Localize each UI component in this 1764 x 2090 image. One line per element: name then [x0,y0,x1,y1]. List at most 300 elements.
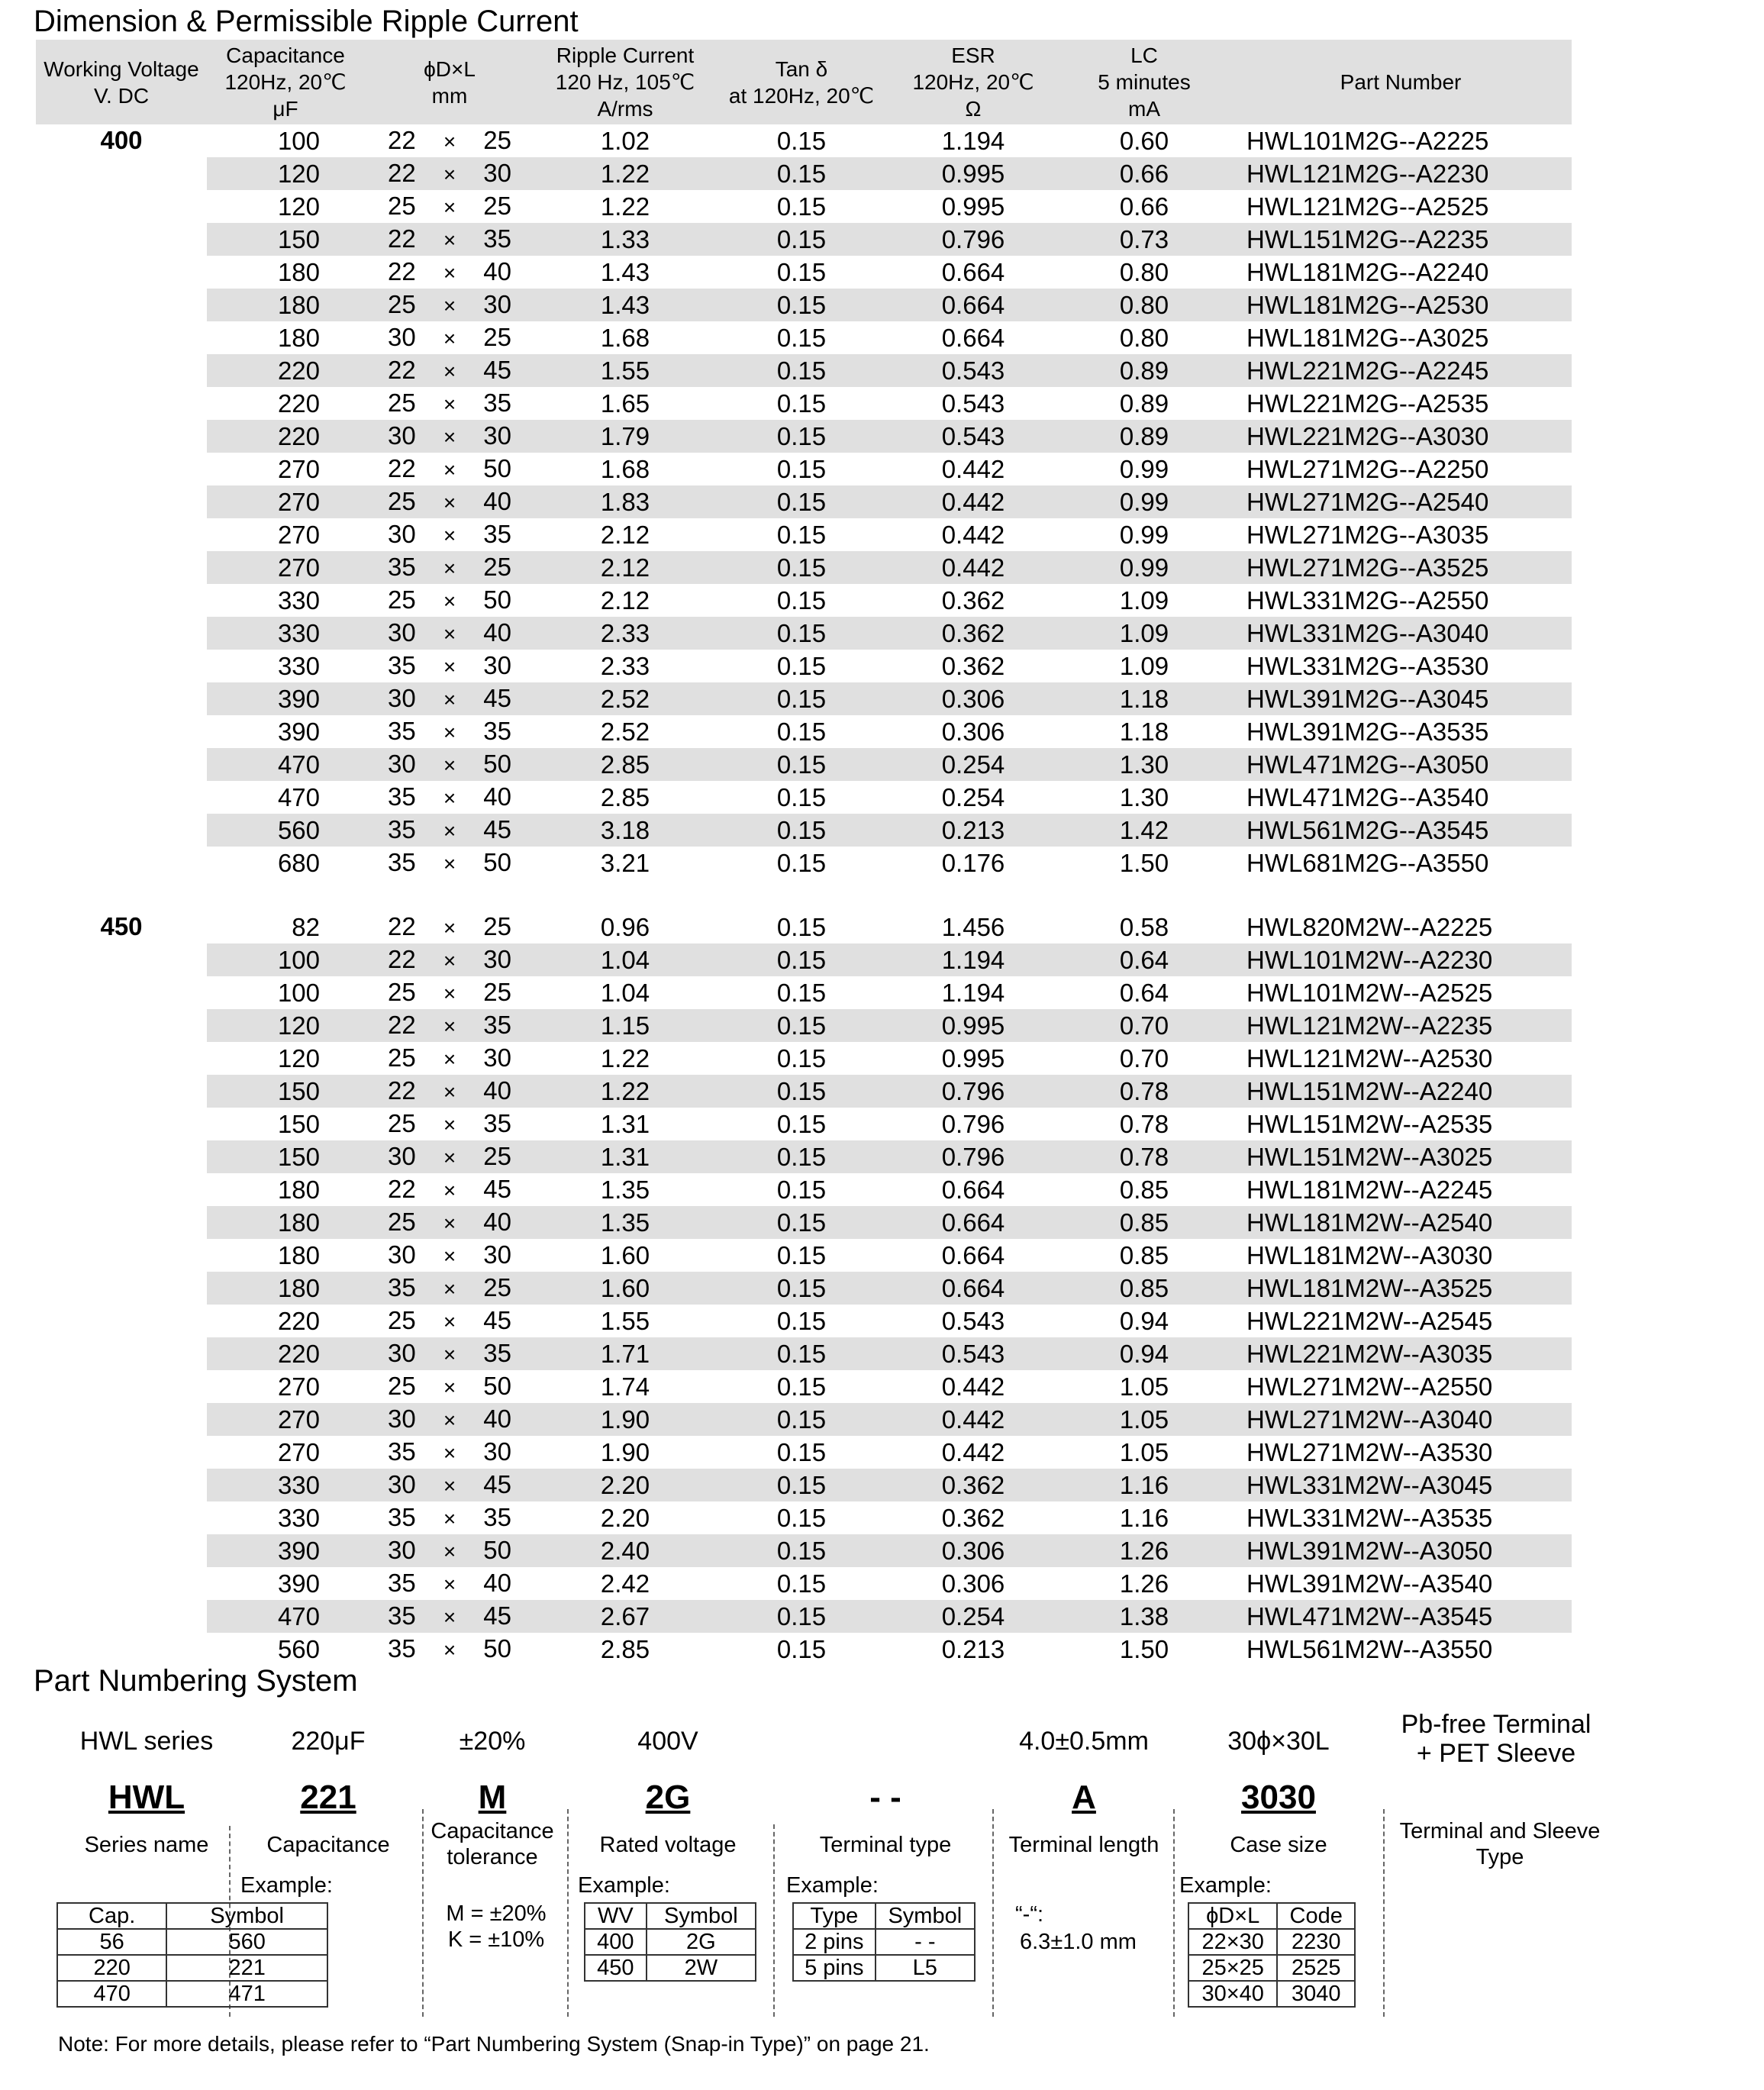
capacitance-value: 220 [277,1307,320,1336]
mini-table-cell: ϕD×L [1188,1903,1277,1929]
leakage-current-cell: 0.78 [1059,1140,1230,1173]
dimension-cell [364,289,535,321]
diameter-value: 35 [388,1569,416,1598]
capacitance-value: 150 [277,1110,320,1139]
part-number-cell: HWL121M2G--A2525 [1246,192,1489,221]
terminal-length-value: 6.3±1.0 mm [1020,1930,1137,1954]
part-number-cell: HWL121M2W--A2235 [1230,1009,1572,1042]
times-sign: × [443,1343,456,1367]
ripple-current-cell: 1.31 [600,1110,650,1139]
separator [773,1824,775,2017]
length-value: 25 [483,1142,511,1171]
voltage-cell [36,1305,207,1337]
part-number-cell: HWL151M2W--A3025 [1230,1140,1572,1173]
leakage-current-cell: 0.99 [1059,485,1230,518]
ripple-current-cell: 2.12 [535,551,715,584]
capacitance-cell [207,650,364,682]
times-sign: × [443,524,456,547]
times-sign: × [443,1146,456,1170]
times-sign: × [443,949,456,973]
part-number-cell: HWL681M2G--A3550 [1246,849,1489,877]
length-value: 40 [483,618,511,647]
col-header-part-number: Part Number [1230,40,1572,124]
code-capacitance: 221 [300,1779,356,1816]
length-value: 50 [483,585,511,614]
diameter-value: 35 [388,553,416,581]
times-sign: × [443,1277,456,1301]
esr-cell: 0.995 [888,157,1059,190]
esr-cell: 0.664 [888,1206,1059,1239]
length-value: 45 [483,1601,511,1630]
capacitance-cell [207,1173,364,1206]
col-header-tan-delta: Tan δ at 120Hz, 20℃ [715,40,888,124]
capacitance-cell [207,157,364,190]
table-row [36,1305,1572,1337]
tan-delta-cell: 0.15 [776,127,827,155]
capacitance-value: 220 [277,422,320,450]
table-row [36,124,1572,157]
mini-table-cell: Cap. [57,1903,166,1929]
separator [567,1809,569,2017]
ripple-current-cell: 1.22 [600,1044,650,1073]
part-number-cell: HWL101M2W--A2525 [1246,979,1493,1008]
capacitance-cell [207,387,364,420]
length-value: 45 [483,684,511,712]
times-sign: × [443,491,456,514]
label-series-name: Series name [84,1833,209,1857]
mini-table-cell: 25×25 [1188,1955,1277,1981]
table-row [36,584,1572,617]
table-row [36,1501,1572,1534]
esr-cell: 0.796 [888,1140,1059,1173]
table-row [36,518,1572,551]
diameter-value: 22 [388,454,416,482]
diameter-value: 30 [388,1470,416,1499]
dimension-cell [364,354,535,387]
pns-example-case: 30ϕ×30L [1227,1727,1330,1756]
length-value: 45 [483,1306,511,1335]
esr-cell: 0.442 [941,455,1005,483]
times-sign: × [443,786,456,810]
esr-cell: 0.254 [941,783,1005,811]
mini-table-cell: 3040 [1277,1981,1355,2007]
voltage-cell [36,1633,207,1666]
diameter-value: 30 [388,1240,416,1269]
leakage-current-cell: 1.50 [1119,1635,1169,1664]
leakage-current-cell: 0.89 [1059,354,1230,387]
tan-delta-cell: 0.15 [776,783,827,811]
col-header-ripple: Ripple Current 120 Hz, 105℃ A/rms [535,40,715,124]
capacitance-value: 270 [277,455,320,483]
capacitance-cell [207,584,364,617]
table-row [36,387,1572,420]
length-value: 50 [483,1634,511,1663]
mini-table-cell: 470 [57,1981,166,2007]
capacitance-value: 560 [277,1635,320,1664]
esr-cell: 1.194 [941,979,1005,1008]
ripple-current-cell: 1.02 [600,127,650,155]
leakage-current-cell: 0.99 [1059,551,1230,584]
table-row [36,617,1572,650]
capacitance-value: 100 [277,979,320,1008]
mini-table-row [793,1955,975,1981]
esr-cell: 0.543 [888,1337,1059,1370]
ripple-current-cell: 1.22 [535,1075,715,1108]
diameter-value: 35 [388,1634,416,1663]
tan-delta-cell: 0.15 [776,1110,827,1139]
voltage-value: 400 [100,126,143,154]
tan-delta-cell: 0.15 [715,289,888,321]
table-row [36,157,1572,190]
leakage-current-cell: 0.73 [1059,223,1230,256]
length-value: 45 [483,1470,511,1499]
pns-example-voltage: 400V [637,1727,698,1756]
separator [422,1809,424,2017]
length-value: 40 [483,257,511,285]
leakage-current-cell: 0.85 [1119,1176,1169,1205]
example-label-voltage: Example: [578,1873,670,1898]
diameter-value: 30 [388,323,416,351]
capacitance-cell [207,223,364,256]
part-number-cell: HWL271M2G--A2540 [1230,485,1572,518]
dimension-cell [364,1501,535,1534]
label-terminal-sleeve: Terminal and Sleeve Type [1399,1819,1601,1869]
capacitance-value: 180 [277,324,320,352]
capacitance-value: 180 [277,1176,320,1205]
voltage-cell [36,1075,207,1108]
ripple-current-cell: 1.83 [535,485,715,518]
times-sign: × [443,1474,456,1498]
code-series: HWL [108,1779,185,1816]
mini-table-cell: 400 [585,1929,647,1955]
dimension-cell [364,190,535,223]
part-number-cell: HWL181M2W--A3030 [1246,1241,1493,1270]
capacitance-value: 82 [292,913,320,942]
separator [1383,1809,1385,2017]
leakage-current-cell: 0.78 [1119,1110,1169,1139]
voltage-cell [36,518,207,551]
label-case-size: Case size [1230,1833,1327,1857]
leakage-current-cell: 1.18 [1119,718,1169,746]
esr-cell: 0.254 [888,748,1059,781]
diameter-value: 35 [388,1601,416,1630]
mini-table-header [57,1903,327,1929]
group-spacer [36,879,1572,911]
dimension-cell [364,518,535,551]
voltage-cell [36,682,207,715]
length-value: 35 [483,520,511,548]
diameter-value: 35 [388,717,416,745]
diameter-value: 25 [388,1208,416,1237]
terminal-length-codes [1008,1901,1137,1956]
leakage-current-cell: 1.09 [1119,652,1169,680]
mini-table-row [1188,1981,1355,2007]
table-row [36,911,1572,943]
table-body [36,124,1572,1666]
leakage-current-cell: 0.99 [1119,521,1169,549]
capacitance-cell [207,354,364,387]
capacitance-value: 330 [277,586,320,614]
part-number-cell: HWL331M2G--A2550 [1246,586,1489,614]
esr-cell: 0.254 [888,1600,1059,1633]
capacitance-value: 270 [277,1405,320,1434]
ripple-current-cell: 2.20 [600,1504,650,1533]
code-case-size: 3030 [1241,1779,1316,1816]
tan-delta-cell: 0.15 [715,1403,888,1436]
times-sign: × [443,392,456,416]
length-value: 40 [483,1569,511,1598]
esr-cell: 0.213 [941,1635,1005,1664]
voltage-cell [36,781,207,814]
label-terminal-type: Terminal type [819,1833,952,1857]
part-number-cell: HWL331M2G--A3040 [1230,617,1572,650]
voltage-cell [36,1567,207,1600]
leakage-current-cell: 1.09 [1119,586,1169,614]
diameter-value: 22 [388,224,416,253]
ripple-current-cell: 2.33 [600,652,650,680]
tan-delta-cell: 0.15 [776,1438,827,1467]
tan-delta-cell: 0.15 [776,455,827,483]
leakage-current-cell: 0.80 [1059,289,1230,321]
pns-example-series: HWL series [79,1727,214,1756]
part-number-cell: HWL101M2W--A2230 [1230,943,1572,976]
leakage-current-cell: 0.78 [1059,1075,1230,1108]
capacitance-code-table [56,1902,328,2008]
mini-table-row [585,1955,756,1981]
times-sign: × [443,1047,456,1072]
capacitance-value: 120 [277,160,320,188]
mini-table-row [585,1929,756,1955]
capacitance-value: 120 [277,1044,320,1073]
table-row [36,1140,1572,1173]
capacitance-cell [207,1140,364,1173]
table-row [36,190,1572,223]
times-sign: × [443,294,456,318]
part-number-cell: HWL101M2G--A2225 [1246,127,1489,155]
part-number-cell: HWL391M2G--A3535 [1246,718,1489,746]
dimension-cell [364,1075,535,1108]
tan-delta-cell: 0.15 [715,1206,888,1239]
dimension-cell [364,1239,535,1272]
capacitance-value: 180 [277,1208,320,1237]
ripple-current-cell: 2.85 [600,783,650,811]
tan-delta-cell: 0.15 [715,1469,888,1501]
part-number-cell: HWL181M2G--A2530 [1230,289,1572,321]
esr-cell: 0.995 [941,192,1005,221]
part-number-cell: HWL221M2W--A2545 [1246,1307,1493,1336]
dimension-cell [364,748,535,781]
leakage-current-cell: 0.70 [1059,1009,1230,1042]
leakage-current-cell: 0.89 [1059,420,1230,453]
diameter-value: 35 [388,815,416,843]
ripple-current-cell: 2.33 [535,617,715,650]
table-row [36,1075,1572,1108]
tan-delta-cell: 0.15 [715,1272,888,1305]
voltage-cell [36,1239,207,1272]
tan-delta-cell: 0.15 [715,420,888,453]
voltage-cell [36,847,207,879]
dimension-cell [364,715,535,748]
part-number-cell: HWL221M2G--A2535 [1246,389,1489,418]
part-number-cell: HWL151M2W--A2535 [1246,1110,1493,1139]
mini-table-cell: Symbol [647,1903,756,1929]
leakage-current-cell: 1.05 [1119,1438,1169,1467]
times-sign: × [443,360,456,383]
capacitance-cell [207,943,364,976]
dimension-cell [364,617,535,650]
length-value: 30 [483,1240,511,1269]
capacitance-value: 150 [277,225,320,253]
esr-cell: 0.664 [888,289,1059,321]
ripple-current-cell: 2.40 [535,1534,715,1567]
mini-table-cell: WV [585,1903,647,1929]
mini-table-cell: 450 [585,1955,647,1981]
dimension-cell [364,1173,535,1206]
leakage-current-cell: 0.66 [1059,157,1230,190]
length-value: 25 [483,192,511,220]
capacitance-cell [207,190,364,223]
times-sign: × [443,721,456,744]
times-sign: × [443,622,456,646]
capacitance-cell [207,453,364,485]
esr-cell: 0.306 [888,1534,1059,1567]
tan-delta-cell: 0.15 [715,1140,888,1173]
dimension-cell [364,943,535,976]
part-number-cell: HWL471M2G--A3050 [1230,748,1572,781]
mini-table-cell: 560 [166,1929,327,1955]
times-sign: × [443,916,456,940]
part-number-cell: HWL561M2G--A3545 [1230,814,1572,847]
diameter-value: 35 [388,848,416,876]
tan-delta-cell: 0.15 [715,943,888,976]
diameter-value: 30 [388,1405,416,1434]
length-value: 45 [483,1175,511,1204]
dimension-cell [364,387,535,420]
times-sign: × [443,1113,456,1137]
esr-cell: 0.362 [888,617,1059,650]
dimension-cell [364,1140,535,1173]
voltage-cell [36,1140,207,1173]
dimension-cell [364,650,535,682]
leakage-current-cell: 1.18 [1059,682,1230,715]
capacitance-cell [207,814,364,847]
table-row [36,1173,1572,1206]
col-header-capacitance: Capacitance 120Hz, 20℃ μF [207,40,364,124]
capacitance-value: 120 [277,192,320,221]
diameter-value: 22 [388,356,416,384]
tan-delta-cell: 0.15 [715,485,888,518]
dimension-cell [364,256,535,289]
pns-example-tolerance: ±20% [459,1727,526,1756]
ripple-current-cell: 1.74 [600,1372,650,1401]
table-row [36,354,1572,387]
ripple-current-cell: 1.71 [535,1337,715,1370]
leakage-current-cell: 0.66 [1119,192,1169,221]
tan-delta-cell: 0.15 [715,1600,888,1633]
capacitance-value: 180 [277,291,320,319]
esr-cell: 1.194 [888,943,1059,976]
length-value: 25 [483,1273,511,1302]
tan-delta-cell: 0.15 [776,849,827,877]
esr-cell: 0.362 [888,1469,1059,1501]
leakage-current-cell: 0.64 [1119,979,1169,1008]
part-number-cell: HWL271M2W--A2550 [1246,1372,1493,1401]
diameter-value: 25 [388,585,416,614]
part-number-cell: HWL820M2W--A2225 [1246,913,1493,942]
diameter-value: 25 [388,487,416,515]
tan-delta-cell: 0.15 [776,1044,827,1073]
capacitance-cell [207,551,364,584]
tan-delta-cell: 0.15 [715,814,888,847]
mini-table-cell: 471 [166,1981,327,2007]
diameter-value: 22 [388,945,416,974]
mini-table-cell: 2G [647,1929,756,1955]
voltage-cell [36,1469,207,1501]
part-number-cell: HWL121M2W--A2530 [1246,1044,1493,1073]
length-value: 50 [483,750,511,778]
voltage-cell [36,420,207,453]
tan-delta-cell: 0.15 [715,748,888,781]
diameter-value: 22 [388,257,416,285]
tan-delta-cell: 0.15 [776,1307,827,1336]
dimension-cell [364,1469,535,1501]
table-row [36,1567,1572,1600]
length-value: 50 [483,454,511,482]
ripple-current-table [36,40,1572,1666]
diameter-value: 22 [388,159,416,187]
table-row [36,650,1572,682]
ripple-current-cell: 2.85 [600,1635,650,1664]
tan-delta-cell: 0.15 [776,979,827,1008]
voltage-cell [36,289,207,321]
dimension-cell [364,1370,535,1403]
part-number-cell: HWL221M2W--A3035 [1230,1337,1572,1370]
tan-delta-cell: 0.15 [715,1075,888,1108]
capacitance-cell [207,1436,364,1469]
length-value: 50 [483,1536,511,1565]
ripple-current-cell: 1.68 [600,324,650,352]
capacitance-cell [207,1305,364,1337]
example-label-capacitance: Example: [240,1873,333,1898]
leakage-current-cell: 1.05 [1119,1372,1169,1401]
times-sign: × [443,1376,456,1400]
leakage-current-cell: 0.58 [1119,913,1169,942]
length-value: 40 [483,1208,511,1237]
times-sign: × [443,1080,456,1105]
dimension-cell [364,814,535,847]
times-sign: × [443,1605,456,1630]
table-row [36,1469,1572,1501]
capacitance-cell [207,1337,364,1370]
capacitance-cell [207,420,364,453]
times-sign: × [443,753,456,777]
voltage-cell [36,943,207,976]
part-number-cell: HWL391M2W--A3540 [1246,1569,1493,1598]
col-header-lc: LC 5 minutes mA [1059,40,1230,124]
capacitance-cell [207,781,364,814]
length-value: 45 [483,815,511,843]
leakage-current-cell: 0.94 [1119,1307,1169,1336]
length-value: 35 [483,224,511,253]
dimension-cell [364,453,535,485]
dimension-cell [364,551,535,584]
tan-delta-cell: 0.15 [715,354,888,387]
section-title: Dimension & Permissible Ripple Current [34,5,579,38]
leakage-current-cell: 1.16 [1119,1504,1169,1533]
capacitance-cell [207,976,364,1009]
leakage-current-cell: 1.30 [1119,783,1169,811]
diameter-value: 35 [388,1437,416,1466]
